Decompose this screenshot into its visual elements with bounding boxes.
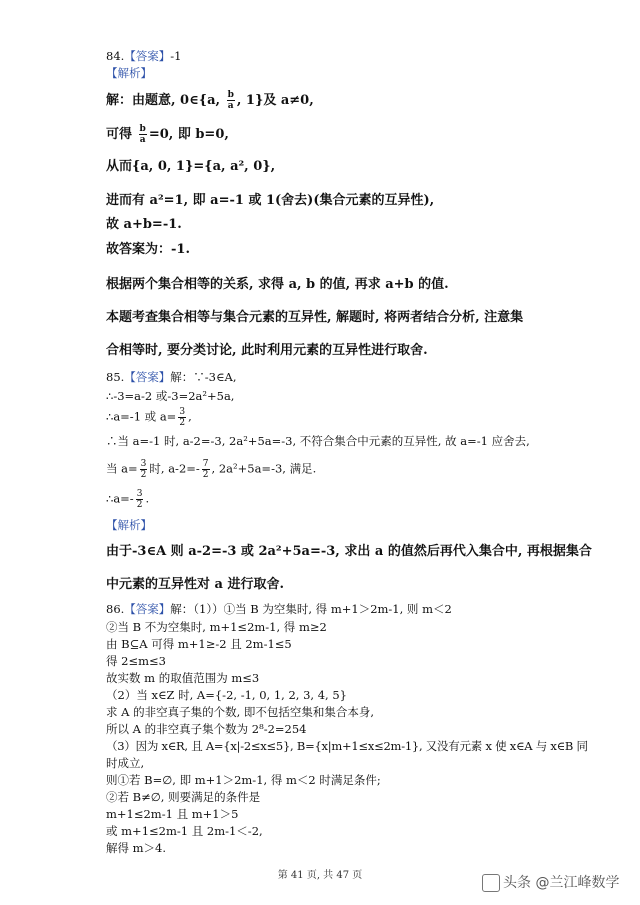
frac-denominator: 2	[136, 500, 143, 510]
frac-denominator: 2	[202, 470, 209, 480]
q84-l2-text-a: 可得	[106, 127, 137, 142]
q86-header	[106, 602, 452, 617]
q84-number: 84.	[106, 49, 125, 63]
q84-answer: -1	[170, 49, 182, 63]
q86-line-6: （2）当 x∈Z 时, A={-2, -1, 0, 1, 2, 3, 4, 5}	[106, 688, 347, 702]
q85-number: 85.	[106, 370, 125, 384]
q86-line-10: 时成立,	[106, 756, 145, 770]
q84-l2-text-b: =0, 即 b=0,	[148, 127, 229, 142]
q85-line-4: ∴当 a=-1 时, a-2=-3, 2a²+5a=-3, 不符合集合中元素的互异性, 故 a=-1 应舍去,	[106, 434, 530, 448]
q84-line-9: 合相等时, 要分类讨论, 此时利用元素的互异性进行取舍.	[106, 343, 428, 358]
q86-line-14: 或 m+1≤2m-1 且 2m-1＜-2,	[106, 824, 263, 838]
q86-line-12: ②若 B≠∅, 则要满足的条件是	[106, 790, 261, 804]
q85-l5-fraction-2	[202, 459, 210, 480]
frac-numerator: b	[139, 124, 146, 134]
q85-line-8: 中元素的互异性对 a 进行取舍.	[106, 577, 285, 592]
q84-line-5: 故 a+b=-1.	[106, 217, 182, 232]
q86-line-11: 则①若 B=∅, 即 m+1＞2m-1, 得 m＜2 时满足条件;	[106, 773, 381, 787]
frac-numerator: 7	[202, 459, 209, 469]
frac-numerator: b	[227, 90, 234, 100]
q85-line-2: ∴-3=a-2 或-3=2a²+5a,	[106, 389, 235, 403]
q85-l6-text-b: .	[145, 491, 150, 506]
q84-line-3: 从而{a, 0, 1}={a, a², 0},	[106, 159, 276, 174]
frac-denominator: a	[227, 101, 234, 111]
frac-numerator: 3	[140, 459, 147, 469]
q85-l3-fraction	[178, 407, 186, 428]
q86-line-3: 由 B⊆A 可得 m+1≥-2 且 2m-1≤5	[106, 637, 292, 651]
q86-line-8: 所以 A 的非空真子集个数为 2⁸-2=254	[106, 722, 307, 736]
q85-line-6	[106, 489, 149, 510]
frac-denominator: 2	[140, 470, 147, 480]
q84-answer-tag: 【答案】	[124, 49, 171, 63]
q86-number: 86.	[106, 602, 125, 616]
watermark-text: 头条 @兰江峰数学	[503, 875, 620, 891]
q85-l3-text-a: ∴a=-1 或 a=	[106, 409, 177, 424]
q84-l1-fraction	[227, 90, 235, 111]
q84-line-8: 本题考查集合相等与集合元素的互异性, 解题时, 将两者结合分析, 注意集	[106, 310, 524, 325]
q84-line-4: 进而有 a²=1, 即 a=-1 或 1(舍去)(集合元素的互异性),	[106, 193, 435, 208]
q85-l3-text-b: ,	[188, 409, 192, 424]
q84-line-2	[106, 124, 229, 145]
q86-line-5: 故实数 m 的取值范围为 m≤3	[106, 671, 260, 685]
page-footer: 第 41 页, 共 47 页	[277, 870, 363, 881]
q85-line-7: 由于-3∈A 则 a-2=-3 或 2a²+5a=-3, 求出 a 的值然后再代入集合中, 再根据集合	[106, 544, 592, 559]
frac-denominator: 2	[179, 418, 186, 428]
q86-line-7: 求 A 的非空真子集的个数, 即不包括空集和集合本身,	[106, 705, 375, 719]
frac-denominator: a	[139, 135, 146, 145]
q85-l5-text-c: , 2a²+5a=-3, 满足.	[211, 461, 317, 476]
q86-line-2: ②当 B 不为空集时, m+1≤2m-1, 得 m≥2	[106, 620, 327, 634]
q85-l6-text-a: ∴a=-	[106, 491, 134, 506]
q85-analysis-tag: 【解析】	[106, 518, 152, 532]
q84-l1-text-a: 解：由题意, 0∈{a,	[106, 93, 225, 108]
q86-line-13: m+1≤2m-1 且 m+1＞5	[106, 807, 239, 821]
q84-analysis-tag: 【解析】	[106, 66, 152, 80]
q85-answer-tag: 【答案】	[124, 370, 171, 384]
q84-l2-fraction	[139, 124, 147, 145]
q85-l5-text-a: 当 a=	[106, 461, 138, 476]
q85-line-1: 解：∵-3∈A,	[170, 370, 237, 384]
q85-l5-text-b: 时, a-2=-	[149, 461, 200, 476]
q86-line-1: 解：（1））①当 B 为空集时, 得 m+1＞2m-1, 则 m＜2	[170, 602, 452, 616]
q86-line-4: 得 2≤m≤3	[106, 654, 166, 668]
watermark-logo-icon	[482, 874, 500, 892]
frac-numerator: 3	[136, 489, 143, 499]
q85-header	[106, 370, 236, 385]
frac-numerator: 3	[179, 407, 186, 417]
q85-l6-fraction	[136, 489, 144, 510]
q84-l1-text-b: , 1}及 a≠0,	[236, 93, 314, 108]
watermark	[482, 872, 619, 892]
q85-line-5	[106, 459, 316, 480]
q85-l5-fraction-1	[140, 459, 148, 480]
q86-line-9: （3）因为 x∈R, 且 A={x|-2≤x≤5}, B={x|m+1≤x≤2m-1}, 又没有元素 x 使 x∈A 与 x∈B 同	[106, 739, 588, 753]
q86-answer-tag: 【答案】	[124, 602, 171, 616]
q84-line-1	[106, 90, 314, 111]
q84-line-6: 故答案为：-1.	[106, 242, 190, 257]
q84-header	[106, 49, 182, 64]
q85-line-3	[106, 407, 192, 428]
q86-line-15: 解得 m＞4.	[106, 841, 167, 855]
q84-line-7: 根据两个集合相等的关系, 求得 a, b 的值, 再求 a+b 的值.	[106, 277, 449, 292]
